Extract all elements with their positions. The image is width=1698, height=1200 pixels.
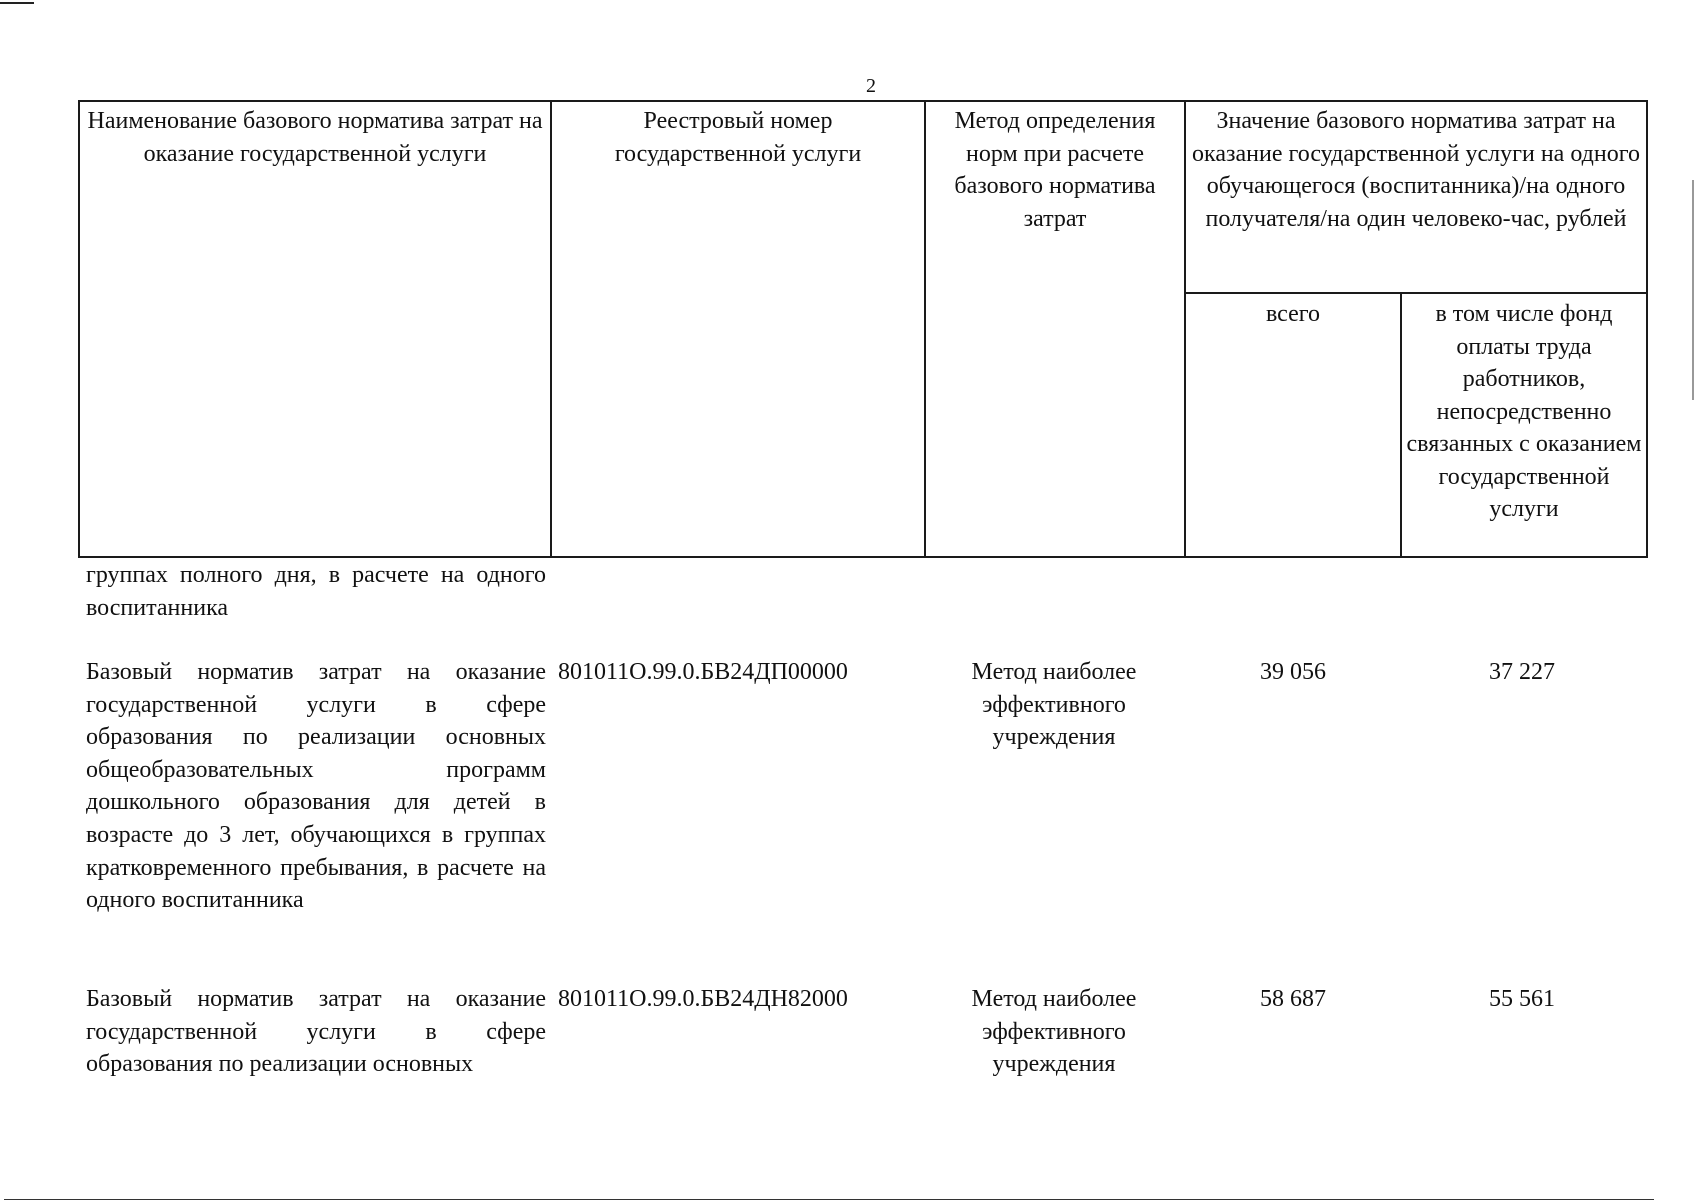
row-0-name: группах полного дня, в расчете на одного воспитанника bbox=[86, 562, 546, 621]
row-1-method: Метод наиболее эффективного учреждения bbox=[971, 659, 1137, 751]
header-table bbox=[78, 100, 1648, 558]
row-2-total: 58 687 bbox=[1260, 986, 1326, 1012]
scan-artifact-right bbox=[1692, 180, 1694, 400]
row-2-fund: 55 561 bbox=[1489, 986, 1555, 1012]
row-1-name: Базовый норматив затрат на оказание государственной услуги в сфере образования по реализации основных общеобразовательных программ дошкольного образования для детей в возрасте до 3 лет, обучающихся в группах кратковременного пребывания, в расчете на одного воспитанника bbox=[86, 659, 546, 914]
header-col-value-total: всего bbox=[1185, 293, 1401, 557]
header-col-name: Наименование базового норматива затрат на оказание государственной услуги bbox=[79, 101, 551, 557]
row-1-total: 39 056 bbox=[1260, 659, 1326, 685]
header-col-value: Значение базового норматива затрат на оказание государственной услуги на одного обучающегося (воспитанника)/на одного получателя/на один человеко-час, рублей bbox=[1185, 101, 1647, 293]
row-2-method: Метод наиболее эффективного учреждения bbox=[971, 986, 1137, 1078]
header-col-registry: Реестровый номер государственной услуги bbox=[551, 101, 925, 557]
row-2-name: Базовый норматив затрат на оказание государственной услуги в сфере образования по реализации основных bbox=[86, 986, 546, 1078]
row-2-registry: 801011О.99.0.БВ24ДН82000 bbox=[558, 986, 848, 1012]
header-col-value-fund: в том числе фонд оплаты труда работников, непосредственно связанных с оказанием государственной услуги bbox=[1401, 293, 1647, 557]
page-number: 2 bbox=[866, 75, 876, 97]
scan-artifact-top bbox=[0, 2, 34, 4]
row-1-fund: 37 227 bbox=[1489, 659, 1555, 685]
row-1-registry: 801011О.99.0.БВ24ДП00000 bbox=[558, 659, 848, 685]
header-col-method: Метод определения норм при расчете базового норматива затрат bbox=[925, 101, 1185, 557]
